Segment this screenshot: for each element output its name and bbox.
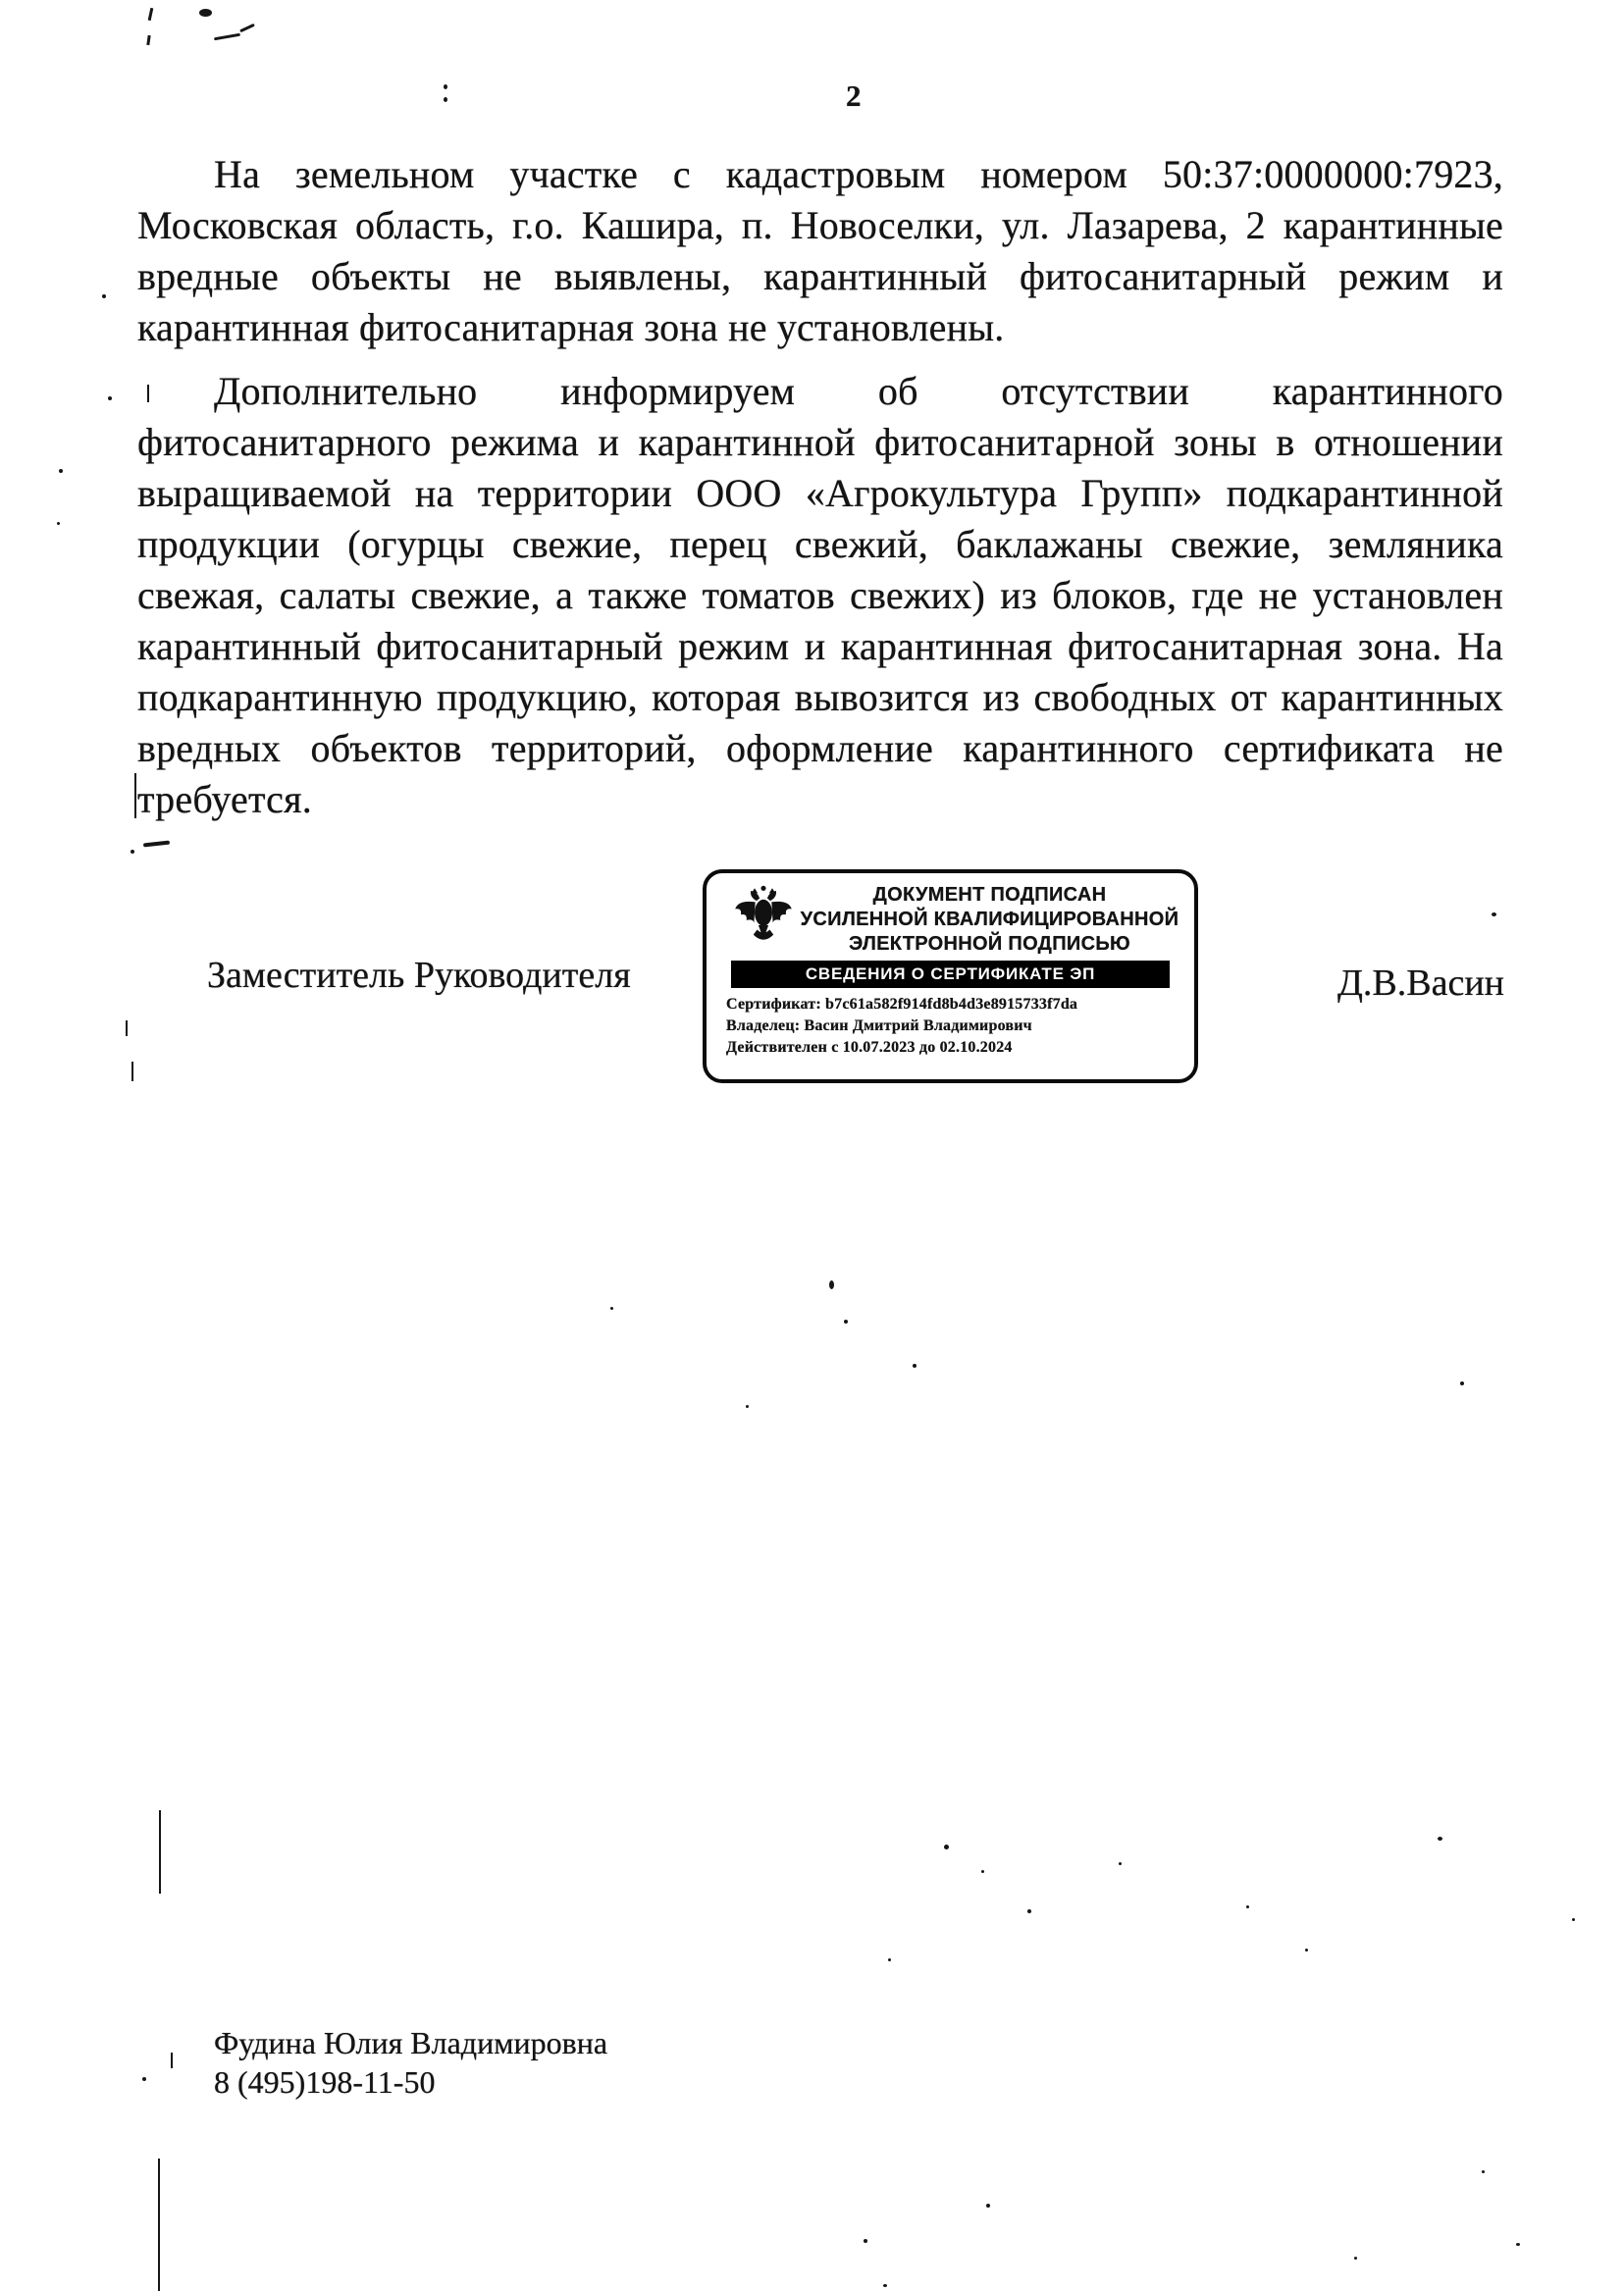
stamp-title-line-1: ДОКУМЕНТ ПОДПИСАН — [872, 884, 1107, 906]
scan-artifact — [102, 294, 106, 298]
scan-artifact — [59, 469, 63, 473]
scan-artifact — [1119, 1862, 1122, 1865]
scan-artifact — [57, 522, 60, 525]
letter-body — [137, 149, 1503, 838]
scan-artifact — [171, 2053, 173, 2068]
scan-artifact — [147, 385, 149, 402]
scan-artifact — [888, 1958, 891, 1961]
signatory-name: Д.В.Васин — [1337, 963, 1505, 1004]
scan-artifact — [981, 1870, 984, 1873]
scan-artifact — [131, 1062, 133, 1081]
contact-name: Фудина Юлия Владимировна — [214, 2025, 608, 2060]
scan-artifact — [1572, 1918, 1575, 1921]
scan-artifact — [158, 2159, 160, 2291]
contact-phone: 8 (495)198-11-50 — [214, 2064, 436, 2100]
scan-artifact — [844, 1320, 848, 1324]
scan-artifact — [1460, 1381, 1464, 1385]
scan-artifact — [883, 2284, 887, 2287]
paragraph-land-parcel: На земельном участке с кадастровым номером 50:37:0000000:7923, Московская область, г.о. Кашира, п. Новоселки, ул. Лазарева, 2 карантинные вредные объекты не выявлены, карантинный фитосанитарный режим и карантинная фитосанитарная зона не установлены. — [137, 152, 1503, 349]
scan-artifact — [746, 1405, 749, 1408]
scan-artifact — [444, 84, 447, 89]
certificate-owner: Владелец: Васин Дмитрий Владимирович — [726, 1017, 1032, 1034]
scan-artifact — [1246, 1905, 1249, 1908]
stamp-certificate-banner: СВЕДЕНИЯ О СЕРТИФИКАТЕ ЭП — [731, 961, 1170, 988]
scan-artifact — [1438, 1837, 1442, 1841]
scan-artifact — [199, 9, 212, 17]
stamp-title-line-3: ЭЛЕКТРОННОЙ ПОДПИСЬЮ — [849, 933, 1130, 955]
scan-artifact — [1354, 2257, 1357, 2260]
scan-artifact — [829, 1280, 834, 1289]
stamp-title — [795, 879, 1184, 957]
certificate-number: Сертификат: b7c61a582f914fd8b4d3e8915733f7da — [726, 996, 1078, 1013]
certificate-validity: Действителен с 10.07.2023 до 02.10.2024 — [726, 1039, 1013, 1056]
scan-artifact — [146, 35, 150, 45]
scan-artifact — [142, 2077, 146, 2081]
scan-artifact — [1482, 2170, 1485, 2173]
scan-artifact — [944, 1845, 949, 1849]
scan-artifact — [148, 8, 154, 21]
scan-artifact — [864, 2239, 867, 2243]
scan-artifact — [214, 33, 240, 41]
scan-artifact — [239, 24, 255, 32]
stamp-certificate-info — [707, 988, 1194, 1059]
scan-artifact — [986, 2204, 990, 2208]
scan-artifact — [131, 850, 134, 854]
coat-of-arms-icon — [732, 881, 795, 956]
scan-artifact — [108, 396, 112, 400]
stamp-title-line-2: УСИЛЕННОЙ КВАЛИФИЦИРОВАННОЙ — [800, 909, 1179, 930]
scan-artifact — [143, 841, 170, 848]
scan-artifact — [913, 1364, 917, 1368]
stamp-header — [707, 873, 1194, 959]
page-number: 2 — [846, 78, 862, 113]
contact-block — [214, 2023, 607, 2102]
scan-artifact — [1305, 1949, 1308, 1952]
scan-artifact — [1516, 2243, 1520, 2246]
scan-artifact — [444, 97, 447, 102]
digital-signature-stamp — [703, 869, 1198, 1083]
scan-artifact — [134, 773, 136, 818]
scan-artifact — [1027, 1909, 1031, 1913]
paragraph-additional-info: Дополнительно информируем об отсутствии карантинного фитосанитарного режима и карантинной фитосанитарной зоны в отношении выращиваемой на территории ООО «Агрокультура Групп» подкарантинной продукции (огурцы свежие, перец свежий, баклажаны свежие, земляника свежая, салаты свежие, а также томатов свежих) из блоков, где не установлен карантинный фитосанитарный режим и карантинная фитосанитарная зона. На подкарантинную продукцию, которая вывозится из свободных от карантинных вредных объектов территорий, оформление карантинного сертификата не требуется. — [137, 369, 1503, 821]
scan-artifact — [610, 1307, 613, 1310]
signatory-position: Заместитель Руководителя — [207, 955, 631, 996]
scan-artifact — [126, 1020, 128, 1036]
scan-artifact — [1492, 912, 1496, 916]
scan-artifact — [159, 1810, 161, 1894]
